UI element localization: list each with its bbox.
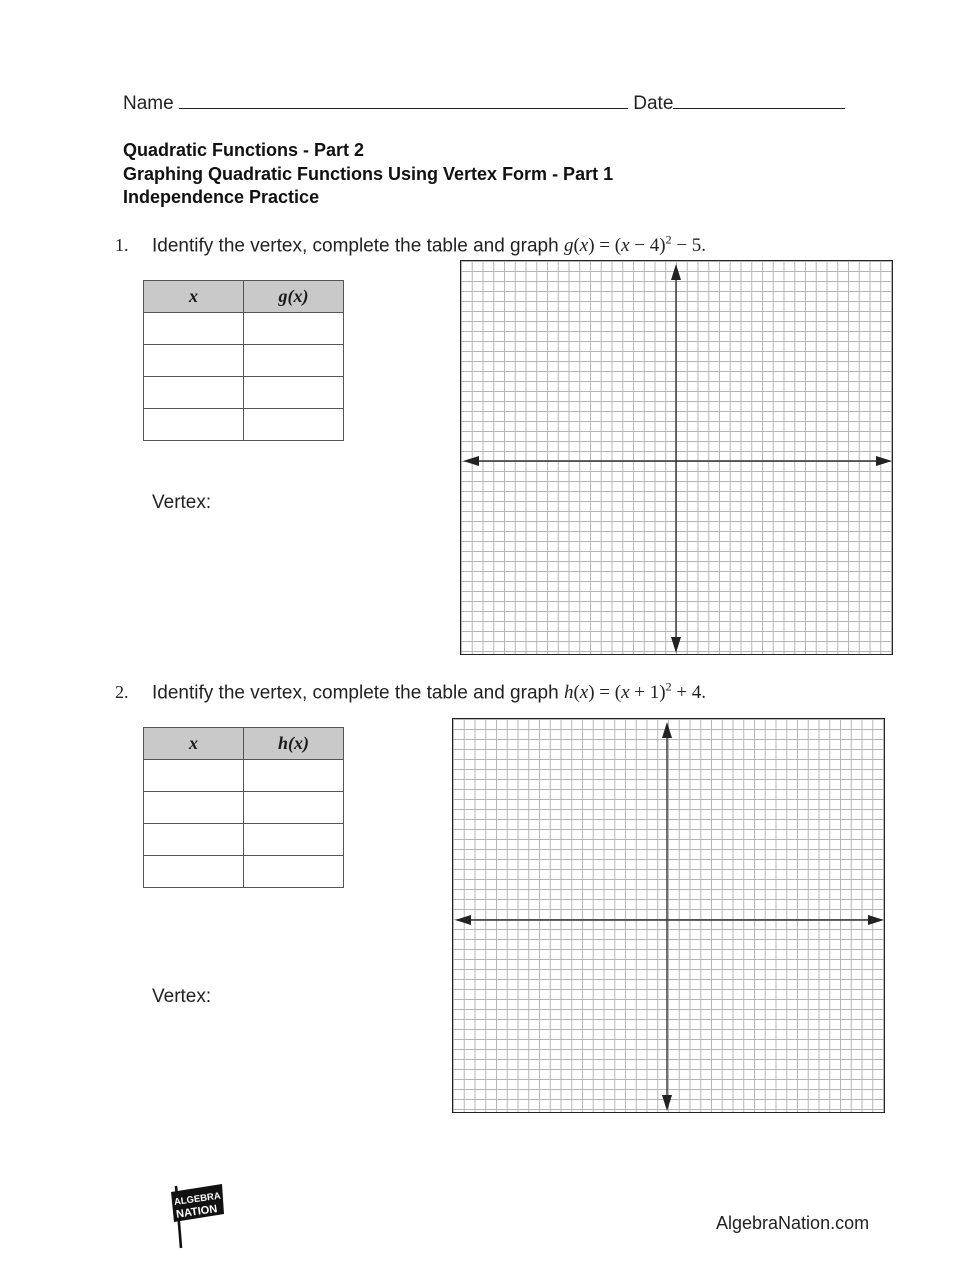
y-axis-up-arrow-icon <box>662 722 672 738</box>
table-row <box>144 824 344 856</box>
y-axis-up-arrow-icon <box>671 264 681 280</box>
table-cell[interactable] <box>144 313 244 345</box>
title-line-1: Quadratic Functions - Part 2 <box>123 140 365 160</box>
name-field[interactable] <box>179 90 628 109</box>
date-field[interactable] <box>673 90 845 109</box>
table-row <box>144 313 344 345</box>
question-1-number: 1. <box>115 235 129 255</box>
question-2-prompt-text: Identify the vertex, complete the table and graph <box>152 682 559 704</box>
question-2-graph-grid[interactable] <box>452 718 885 1113</box>
question-2-number: 2. <box>115 682 129 702</box>
y-axis-down-arrow-icon <box>662 1095 672 1111</box>
table-cell[interactable] <box>244 760 344 792</box>
worksheet-titles <box>123 139 613 210</box>
question-2-prompt <box>152 680 706 704</box>
logo-text-line2: NATION <box>175 1203 218 1221</box>
question-1-table <box>143 280 344 441</box>
table-row <box>144 856 344 888</box>
table-cell[interactable] <box>244 824 344 856</box>
table-cell[interactable] <box>244 856 344 888</box>
question-2-axes <box>453 719 886 1114</box>
table-row <box>144 345 344 377</box>
table-header-x: x <box>144 281 244 313</box>
algebra-nation-logo <box>166 1182 228 1250</box>
table-row <box>144 377 344 409</box>
table-cell[interactable] <box>144 792 244 824</box>
table-header-x: x <box>144 728 244 760</box>
logo-text-line1: ALGEBRA <box>173 1190 222 1209</box>
name-label: Name <box>123 93 174 114</box>
table-cell[interactable] <box>244 313 344 345</box>
question-1-function: $g(x) = (x - 4)^2 - 5$. <box>563 233 707 257</box>
title-line-2: Graphing Quadratic Functions Using Vertex Form - Part 1 <box>123 163 614 184</box>
y-axis-down-arrow-icon <box>671 637 681 653</box>
table-row <box>144 760 344 792</box>
table-cell[interactable] <box>144 760 244 792</box>
date-label: Date <box>633 93 674 114</box>
table-header-row <box>144 281 344 313</box>
table-header-fx: h(x) <box>244 728 344 760</box>
question-1-vertex-label: Vertex: <box>152 492 212 513</box>
title-line-3: Independence Practice <box>123 187 320 207</box>
table-cell[interactable] <box>244 792 344 824</box>
question-1-graph-grid[interactable] <box>460 260 893 655</box>
table-cell[interactable] <box>244 345 344 377</box>
table-cell[interactable] <box>144 377 244 409</box>
x-axis-left-arrow-icon <box>463 456 479 466</box>
question-2-vertex-label: Vertex: <box>152 986 212 1007</box>
x-axis-left-arrow-icon <box>455 915 471 925</box>
table-cell[interactable] <box>244 377 344 409</box>
table-row <box>144 409 344 441</box>
table-cell[interactable] <box>244 409 344 441</box>
question-1-axes <box>461 261 894 656</box>
x-axis-right-arrow-icon <box>876 456 892 466</box>
question-1-prompt <box>152 233 706 257</box>
footer-website: AlgebraNation.com <box>716 1213 870 1233</box>
table-cell[interactable] <box>144 409 244 441</box>
name-date-line <box>123 90 845 115</box>
question-2-function: $h(x) = (x + 1)^2 + 4$. <box>563 680 707 704</box>
question-2-table <box>143 727 344 888</box>
table-cell[interactable] <box>144 824 244 856</box>
table-row <box>144 792 344 824</box>
table-header-row <box>144 728 344 760</box>
table-header-fx: g(x) <box>244 281 344 313</box>
question-1-prompt-text: Identify the vertex, complete the table and graph <box>152 235 559 257</box>
table-cell[interactable] <box>144 856 244 888</box>
x-axis-right-arrow-icon <box>868 915 884 925</box>
table-cell[interactable] <box>144 345 244 377</box>
